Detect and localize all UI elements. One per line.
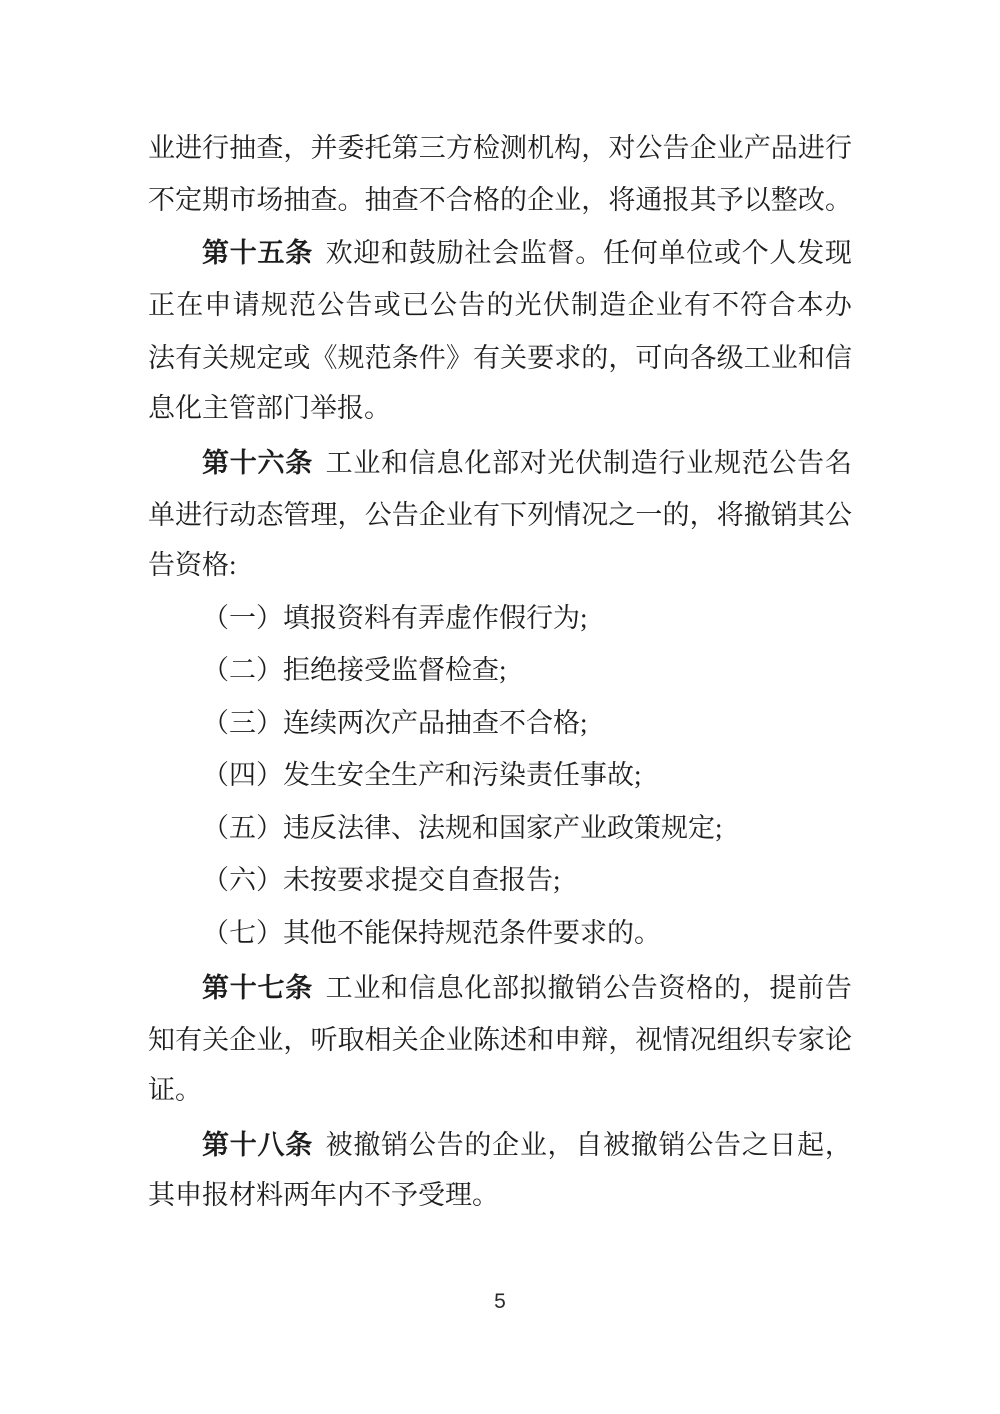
- body-text: 态: [256, 500, 284, 531]
- body-text: 告: [713, 1130, 741, 1161]
- body-text: 关: [202, 1025, 230, 1056]
- text-line: [148, 1012, 852, 1065]
- body-text: 资: [658, 972, 686, 1003]
- body-text: 改: [797, 185, 825, 216]
- body-text: 发: [797, 237, 825, 268]
- article-heading-text: 条: [285, 972, 313, 1003]
- body-text: 会: [492, 237, 520, 268]
- body-text: 有: [175, 342, 203, 373]
- body-text: 报: [662, 185, 690, 216]
- body-text: 请: [232, 290, 260, 321]
- body-text: 企: [229, 1025, 257, 1056]
- body-text: 或: [373, 290, 401, 321]
- body-text: 告: [662, 132, 690, 163]
- text-line: [148, 329, 852, 382]
- body-text: 织: [743, 1025, 771, 1056]
- body-text: ，: [547, 1130, 575, 1161]
- body-text: 息: [436, 972, 464, 1003]
- body-text: 的: [662, 500, 690, 531]
- body-text: 《: [310, 342, 338, 373]
- article-heading-text: 八: [257, 1130, 285, 1161]
- body-text: 相: [364, 1025, 392, 1056]
- body-text: 告: [391, 500, 419, 531]
- text-line: [148, 382, 852, 435]
- body-text: 公: [635, 132, 663, 163]
- body-text: 部: [492, 447, 520, 478]
- article-heading-text: 第: [202, 237, 229, 268]
- body-text: 规: [229, 342, 257, 373]
- body-text: 销: [575, 972, 603, 1003]
- body-text: 取: [337, 1025, 365, 1056]
- body-text: 企: [527, 185, 555, 216]
- body-text: 撤: [743, 500, 771, 531]
- article-heading-text: 条: [285, 447, 313, 478]
- body-text: 公: [364, 500, 392, 531]
- body-text: 公: [430, 290, 458, 321]
- body-text: 并: [310, 132, 338, 163]
- body-text: 专: [770, 1025, 798, 1056]
- body-text: 任: [603, 237, 631, 268]
- body-text: 社: [464, 237, 492, 268]
- body-text: 关: [202, 342, 230, 373]
- body-text: （四）发生安全生产和污染责任事故;: [202, 760, 642, 790]
- body-text: 测: [500, 132, 528, 163]
- body-text: 光: [514, 290, 542, 321]
- body-text: 申: [554, 1025, 582, 1056]
- body-text: 和: [381, 447, 409, 478]
- body-text: 名: [824, 447, 852, 478]
- article-heading-text: 十: [229, 447, 257, 478]
- body-text: 励: [436, 237, 464, 268]
- text-line: [148, 907, 852, 960]
- article-heading-text: 第: [202, 972, 229, 1003]
- body-text: 家: [797, 1025, 825, 1056]
- text-line: [148, 434, 852, 487]
- body-text: 行: [824, 132, 852, 163]
- body-text: 业: [256, 1025, 284, 1056]
- body-text: 撤: [353, 1130, 381, 1161]
- article-heading-text: 十: [229, 1130, 257, 1161]
- body-text: 辩: [581, 1025, 609, 1056]
- body-text: 息化主管部门举报。: [148, 392, 391, 423]
- body-text: 告资格:: [148, 550, 237, 580]
- body-text: 列: [527, 500, 555, 531]
- body-text: 欢: [325, 237, 353, 268]
- body-text: 自: [575, 1130, 603, 1161]
- body-text: （二）拒绝接受监督检查;: [202, 655, 507, 685]
- body-text: 其申报材料两年内不予受理。: [148, 1180, 499, 1210]
- body-text: 委: [337, 132, 365, 163]
- body-text: 下: [500, 500, 528, 531]
- body-text: 造: [599, 290, 627, 321]
- body-text: 。: [575, 237, 603, 268]
- body-text: 其: [797, 500, 825, 531]
- body-text: 。: [824, 185, 852, 216]
- body-text: 对: [608, 132, 636, 163]
- body-text: 业: [445, 500, 473, 531]
- body-text: 有: [472, 342, 500, 373]
- body-text: 前: [797, 972, 825, 1003]
- body-text: 和: [797, 342, 825, 373]
- body-text: 和: [381, 237, 409, 268]
- body-text: 期: [202, 185, 230, 216]
- body-text: 查: [310, 185, 338, 216]
- body-text: 伏: [575, 447, 603, 478]
- body-text: 其: [689, 185, 717, 216]
- body-text: 告: [630, 972, 658, 1003]
- body-text: 制: [603, 447, 631, 478]
- body-text: 行: [202, 500, 230, 531]
- body-text: 听: [310, 1025, 338, 1056]
- body-text: 求: [554, 342, 582, 373]
- body-text: 告: [458, 290, 486, 321]
- body-text: 述: [500, 1025, 528, 1056]
- body-text: 撤: [630, 1130, 658, 1161]
- body-text: 日: [769, 1130, 797, 1161]
- body-text: 业: [554, 185, 582, 216]
- body-text: 知: [148, 1025, 175, 1056]
- page-number: 5: [494, 1290, 506, 1313]
- body-text: 情: [662, 1025, 690, 1056]
- body-text: ，: [283, 132, 311, 163]
- body-text: 情: [554, 500, 582, 531]
- body-text: 企: [492, 1130, 520, 1161]
- body-text: 迎: [353, 237, 381, 268]
- article-heading-text: 第: [202, 447, 229, 478]
- body-text: 拟: [519, 972, 547, 1003]
- body-text: 定: [175, 185, 203, 216]
- body-text: 况: [689, 1025, 717, 1056]
- body-text: 工: [325, 447, 353, 478]
- body-text: 正: [148, 290, 175, 321]
- body-text: ，: [283, 1025, 311, 1056]
- body-text: 的: [486, 290, 514, 321]
- body-text: ，: [581, 132, 609, 163]
- body-text: ，: [608, 1025, 636, 1056]
- body-text: 业: [716, 132, 744, 163]
- body-text: 销: [658, 1130, 686, 1161]
- article-heading-text: 条: [285, 237, 313, 268]
- text-line: [148, 959, 852, 1012]
- body-text: 通: [635, 185, 663, 216]
- body-text: 组: [716, 1025, 744, 1056]
- body-text: 业: [148, 132, 175, 163]
- body-text: 理: [310, 500, 338, 531]
- body-text: 和: [527, 1025, 555, 1056]
- body-text: 被: [603, 1130, 631, 1161]
- body-text: 方: [445, 132, 473, 163]
- body-text: 检: [472, 132, 500, 163]
- body-text: 论: [824, 1025, 852, 1056]
- body-text: （七）其他不能保持规范条件要求的。: [202, 917, 661, 948]
- body-text: 》: [445, 342, 473, 373]
- body-text: 办: [824, 290, 852, 321]
- body-text: 何: [630, 237, 658, 268]
- body-text: 第: [391, 132, 419, 163]
- body-text: 的: [713, 972, 741, 1003]
- body-text: 企: [418, 1025, 446, 1056]
- body-text: 规: [713, 447, 741, 478]
- body-text: 鼓: [408, 237, 436, 268]
- body-text: 光: [547, 447, 575, 478]
- body-text: 本: [796, 290, 824, 321]
- body-text: 陈: [472, 1025, 500, 1056]
- text-line: [148, 119, 852, 172]
- body-text: 符: [740, 290, 768, 321]
- body-text: 予: [716, 185, 744, 216]
- body-text: 公: [769, 447, 797, 478]
- body-text: 以: [743, 185, 771, 216]
- body-text: 关: [391, 1025, 419, 1056]
- body-text: 证。: [148, 1075, 202, 1105]
- body-text: 件: [418, 342, 446, 373]
- body-text: 视: [635, 1025, 663, 1056]
- body-text: 业: [353, 972, 381, 1003]
- text-line: [148, 697, 852, 750]
- article-heading-text: 十: [229, 237, 257, 268]
- body-text: 和: [381, 972, 409, 1003]
- body-text: 撤: [547, 972, 575, 1003]
- body-text: 提: [769, 972, 797, 1003]
- body-text: 规: [337, 342, 365, 373]
- body-text: 位: [686, 237, 714, 268]
- body-text: 条: [391, 342, 419, 373]
- article-heading-text: 六: [257, 447, 285, 478]
- body-text: 构: [554, 132, 582, 163]
- body-text: 业: [686, 447, 714, 478]
- body-text: 况: [581, 500, 609, 531]
- body-text: 法: [148, 342, 175, 373]
- body-text: 合: [445, 185, 473, 216]
- text-line: [148, 592, 852, 645]
- body-text: 息: [436, 447, 464, 478]
- body-text: 已: [401, 290, 429, 321]
- body-text: ，: [824, 1130, 852, 1161]
- text-line: [148, 1169, 852, 1222]
- body-text: 公: [603, 972, 631, 1003]
- body-text: 申: [204, 290, 232, 321]
- body-text: 可: [635, 342, 663, 373]
- body-text: 关: [500, 342, 528, 373]
- body-text: 现: [824, 237, 852, 268]
- body-text: 造: [630, 447, 658, 478]
- body-text: 单: [658, 237, 686, 268]
- body-text: 部: [492, 972, 520, 1003]
- body-text: 之: [741, 1130, 769, 1161]
- body-text: 的: [500, 185, 528, 216]
- text-line: [148, 487, 852, 540]
- body-text: 企: [418, 500, 446, 531]
- body-text: 品: [770, 132, 798, 163]
- body-text: 规: [260, 290, 288, 321]
- body-text: 行: [202, 132, 230, 163]
- body-text: 不: [418, 185, 446, 216]
- body-text: 业: [655, 290, 683, 321]
- body-text: 级: [716, 342, 744, 373]
- body-text: 个: [741, 237, 769, 268]
- body-text: （三）连续两次产品抽查不合格;: [202, 707, 588, 738]
- body-text: 业: [770, 342, 798, 373]
- body-text: 行: [658, 447, 686, 478]
- body-text: 企: [689, 132, 717, 163]
- body-text: 工: [743, 342, 771, 373]
- article-heading-text: 条: [285, 1130, 313, 1161]
- text-line: [148, 1117, 852, 1170]
- body-text: 进: [175, 132, 203, 163]
- body-text: ，: [337, 500, 365, 531]
- text-line: [148, 802, 852, 855]
- body-text: 场: [256, 185, 284, 216]
- body-text: 被: [325, 1130, 353, 1161]
- body-text: 在: [176, 290, 204, 321]
- body-text: ，: [689, 500, 717, 531]
- body-text: 公: [408, 1130, 436, 1161]
- body-text: 将: [716, 500, 744, 531]
- body-text: 人: [769, 237, 797, 268]
- body-text: 查: [391, 185, 419, 216]
- text-line: [148, 277, 852, 330]
- text-line: [148, 749, 852, 802]
- body-text: 托: [364, 132, 392, 163]
- body-text: 范: [741, 447, 769, 478]
- body-text: 有: [175, 1025, 203, 1056]
- text-line: [148, 644, 852, 697]
- body-text: 一: [635, 500, 663, 531]
- body-text: 制: [571, 290, 599, 321]
- body-text: 伏: [542, 290, 570, 321]
- text-line: [148, 172, 852, 225]
- document-text: [148, 119, 852, 1222]
- body-text: 产: [743, 132, 771, 163]
- body-text: 向: [662, 342, 690, 373]
- article-heading-text: 七: [257, 972, 285, 1003]
- body-text: 的: [581, 342, 609, 373]
- text-line: [148, 539, 852, 592]
- body-text: 抽: [229, 132, 257, 163]
- body-text: 格: [472, 185, 500, 216]
- body-text: 告: [824, 972, 852, 1003]
- body-text: 范: [364, 342, 392, 373]
- body-text: 抽: [364, 185, 392, 216]
- body-text: 业: [445, 1025, 473, 1056]
- body-text: 之: [608, 500, 636, 531]
- body-text: 有: [472, 500, 500, 531]
- body-text: ，: [608, 342, 636, 373]
- body-text: 公: [824, 500, 852, 531]
- body-text: 单: [148, 500, 175, 531]
- body-text: 格: [686, 972, 714, 1003]
- body-text: （五）违反法律、法规和国家产业政策规定;: [202, 812, 723, 843]
- body-text: 的: [464, 1130, 492, 1161]
- body-text: 各: [689, 342, 717, 373]
- body-text: （一）填报资料有弄虚作假行为;: [202, 602, 588, 633]
- body-text: 将: [608, 185, 636, 216]
- body-text: 整: [770, 185, 798, 216]
- body-text: 不: [148, 185, 175, 216]
- body-text: 督: [547, 237, 575, 268]
- body-text: 公: [317, 290, 345, 321]
- body-text: 告: [436, 1130, 464, 1161]
- body-text: 进: [797, 132, 825, 163]
- body-text: 化: [464, 447, 492, 478]
- text-line: [148, 1064, 852, 1117]
- body-text: 信: [408, 447, 436, 478]
- body-text: ，: [581, 185, 609, 216]
- body-text: 查: [256, 132, 284, 163]
- body-text: 市: [229, 185, 257, 216]
- body-text: 动: [229, 500, 257, 531]
- body-text: 抽: [283, 185, 311, 216]
- body-text: 。: [337, 185, 365, 216]
- body-text: ，: [741, 972, 769, 1003]
- body-text: 或: [283, 342, 311, 373]
- body-text: 定: [256, 342, 284, 373]
- body-text: 要: [527, 342, 555, 373]
- body-text: 业: [353, 447, 381, 478]
- text-line: [148, 854, 852, 907]
- body-text: 机: [527, 132, 555, 163]
- body-text: 企: [627, 290, 655, 321]
- body-text: 合: [768, 290, 796, 321]
- article-heading-text: 十: [229, 972, 257, 1003]
- article-heading-text: 五: [257, 237, 285, 268]
- body-text: 监: [519, 237, 547, 268]
- body-text: 公: [686, 1130, 714, 1161]
- body-text: 化: [464, 972, 492, 1003]
- text-line: [148, 224, 852, 277]
- body-text: 范: [289, 290, 317, 321]
- body-text: 告: [345, 290, 373, 321]
- body-text: 销: [770, 500, 798, 531]
- article-heading-text: 第: [202, 1130, 229, 1161]
- body-text: 信: [408, 972, 436, 1003]
- body-text: 信: [824, 342, 852, 373]
- body-text: 工: [325, 972, 353, 1003]
- body-text: 不: [712, 290, 740, 321]
- body-text: 业: [519, 1130, 547, 1161]
- body-text: 三: [418, 132, 446, 163]
- body-text: 进: [175, 500, 203, 531]
- body-text: 告: [797, 447, 825, 478]
- body-text: 或: [713, 237, 741, 268]
- body-text: 销: [381, 1130, 409, 1161]
- body-text: 有: [683, 290, 711, 321]
- body-text: 管: [283, 500, 311, 531]
- body-text: 起: [797, 1130, 825, 1161]
- body-text: （六）未按要求提交自查报告;: [202, 865, 561, 895]
- body-text: 对: [519, 447, 547, 478]
